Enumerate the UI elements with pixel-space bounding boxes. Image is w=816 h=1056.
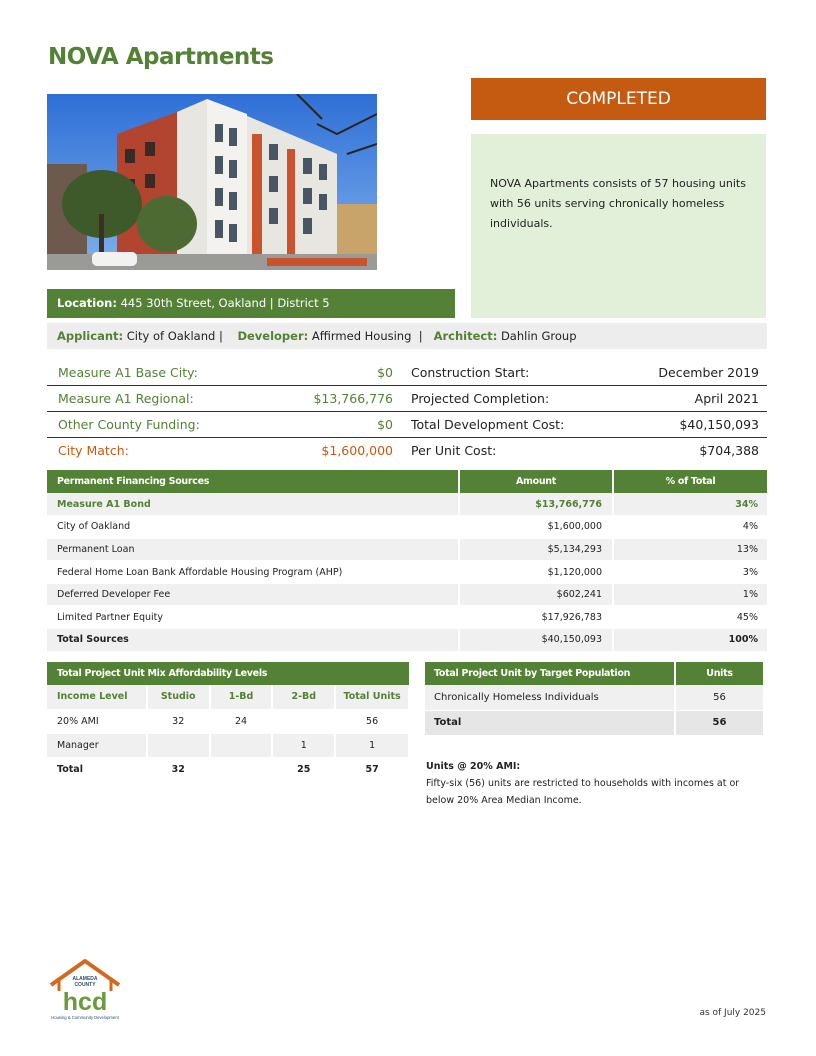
amount-cell: $1,120,000 [459,561,613,584]
financing-header-amount: Amount [459,470,613,493]
table-row [47,709,409,733]
funding-row [47,360,767,386]
schedule-label: Projected Completion: [411,391,550,406]
applicant-value: City of Oakland [126,329,216,343]
schedule-label: Construction Start: [411,365,530,380]
developer-label: Developer: [237,329,309,343]
cell: 1 [272,733,335,757]
pct-cell: 3% [613,561,767,584]
funding-value: $0 [377,365,393,380]
cost-label: Total Development Cost: [411,417,565,432]
financing-header-pct: % of Total [613,470,767,493]
ami-note [426,758,766,809]
amount-cell: $1,600,000 [459,516,613,539]
funding-row [47,412,767,438]
logo-word: hcd [62,988,108,1016]
cell [210,733,273,757]
table-row [47,733,409,757]
table-row [47,493,767,516]
project-parties: Applicant: City of Oakland | Developer: Affirmed Housing | Architect: Dahlin Group [47,323,767,349]
schedule-value: December 2019 [658,365,759,380]
source-cell: Deferred Developer Fee [47,583,459,606]
page-title: NOVA Apartments [48,44,274,70]
target-header: Total Project Unit by Target Population [425,662,675,685]
cell: 25 [272,757,335,781]
units-cell: 56 [675,685,763,710]
pct-cell: 100% [613,629,767,652]
source-cell: Measure A1 Bond [47,493,459,516]
header-cell: Income Level [47,685,147,709]
schedule-value: April 2021 [694,391,759,406]
population-cell: Chronically Homeless Individuals [425,685,675,710]
cell: 32 [147,709,210,733]
table-row [47,538,767,561]
amount-cell: $5,134,293 [459,538,613,561]
cost-value: $40,150,093 [679,417,759,432]
financing-header-source: Permanent Financing Sources [47,470,459,493]
table-row [47,606,767,629]
funding-row [47,438,767,464]
table-row [47,561,767,584]
header-cell: 2-Bd [272,685,335,709]
source-cell: Total Sources [47,629,459,652]
logo-line2: COUNTY [74,982,96,988]
header-cell: Total Units [335,685,409,709]
header-cell: Studio [147,685,210,709]
source-cell: Permanent Loan [47,538,459,561]
cell: Total [47,757,147,781]
target-population-table [425,662,763,736]
table-row [47,516,767,539]
financing-table [47,470,767,652]
description-text: NOVA Apartments consists of 57 housing units with 56 units serving chronically homeless individuals. [490,177,746,230]
pct-cell: 13% [613,538,767,561]
pct-cell: 34% [613,493,767,516]
pct-cell: 1% [613,583,767,606]
unit-mix-caption: Total Project Unit Mix Affordability Levels [47,662,409,685]
table-row [47,583,767,606]
architect-label: Architect: [433,329,498,343]
cell [147,733,210,757]
funding-label: Other County Funding: [58,417,200,432]
cell: 32 [147,757,210,781]
city-match-value: $1,600,000 [321,443,393,458]
source-cell: Limited Partner Equity [47,606,459,629]
cell: Manager [47,733,147,757]
location-bar [47,289,455,318]
project-description [471,134,766,318]
architect-value: Dahlin Group [500,329,577,343]
funding-row [47,386,767,412]
cell: 1 [335,733,409,757]
funding-summary [47,360,767,464]
amount-cell: $13,766,776 [459,493,613,516]
cell: 20% AMI [47,709,147,733]
city-match-label: City Match: [58,443,129,458]
cell: 24 [210,709,273,733]
logo-line1: ALAMEDA [72,976,98,982]
applicant-label: Applicant: [57,329,124,343]
cost-value: $704,388 [699,443,759,458]
population-cell: Total [425,710,675,735]
pct-cell: 4% [613,516,767,539]
source-cell: Federal Home Loan Bank Affordable Housing Program (AHP) [47,561,459,584]
cell [210,757,273,781]
funding-label: Measure A1 Regional: [58,391,194,406]
hcd-logo [47,957,123,1021]
unit-mix-table [47,662,410,782]
unit-mix-header-row [47,685,409,709]
units-cell: 56 [675,710,763,735]
funding-value: $0 [377,417,393,432]
status-banner: COMPLETED [471,78,766,120]
location-label: Location: [57,296,117,310]
header-cell: 1-Bd [210,685,273,709]
table-row [425,685,763,710]
amount-cell: $17,926,783 [459,606,613,629]
building-photo [47,94,377,270]
total-row [425,710,763,735]
pct-cell: 45% [613,606,767,629]
developer-value: Affirmed Housing [311,329,412,343]
logo-tagline: Housing & Community Development [51,1015,119,1020]
funding-value: $13,766,776 [313,391,393,406]
units-header: Units [675,662,763,685]
source-cell: City of Oakland [47,516,459,539]
cell: 56 [335,709,409,733]
ami-note-heading: Units @ 20% AMI: [426,761,521,772]
ami-note-text: Fifty-six (56) units are restricted to households with incomes at or below 20% Area Median Income. [426,778,740,806]
total-row [47,757,409,781]
total-row [47,629,767,652]
amount-cell: $40,150,093 [459,629,613,652]
as-of-date: as of July 2025 [699,1008,766,1018]
cell [272,709,335,733]
location-value: 445 30th Street, Oakland | District 5 [120,296,330,310]
cell: 57 [335,757,409,781]
cost-label: Per Unit Cost: [411,443,497,458]
funding-label: Measure A1 Base City: [58,365,198,380]
amount-cell: $602,241 [459,583,613,606]
